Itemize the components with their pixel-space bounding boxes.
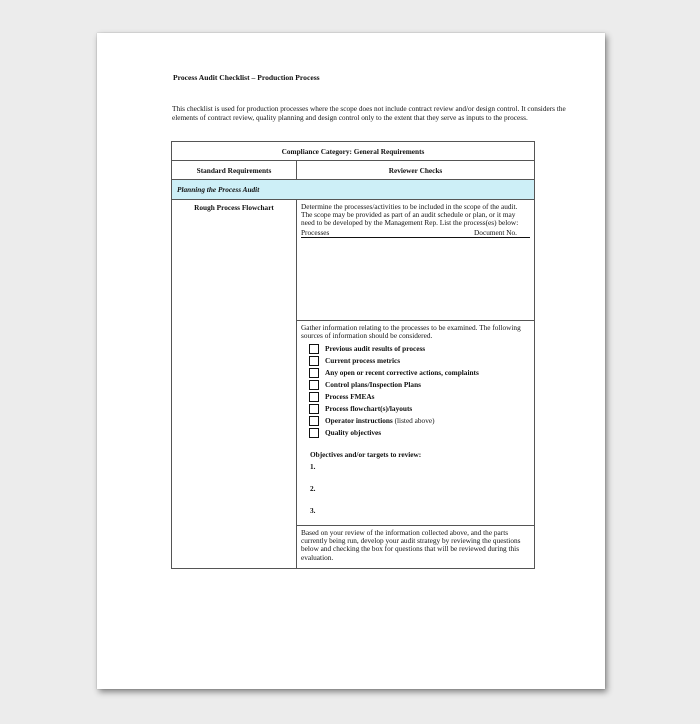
objectives-label: Objectives and/or targets to review: [310,450,422,460]
section-planning-header: Planning the Process Audit [172,180,535,200]
requirement-rough-process-flowchart: Rough Process Flowchart [172,200,297,569]
list-item: Process flowchart(s)/layouts [309,403,530,415]
check3-text: Based on your review of the information collected above, and the parts currently being run, develop your audit strategy by reviewing the questions below and checking the box for questions that will be reviewed during this evaluation. [301,528,521,562]
list-item: Any open or recent corrective actions, complaints [309,367,530,379]
checkbox[interactable] [309,428,319,438]
document-title: Process Audit Checklist – Production Process [173,73,320,82]
checkbox[interactable] [309,380,319,390]
objective-number-2: 2. [310,483,316,493]
listed-above-note: (listed above) [394,416,435,426]
information-sources-list [309,343,530,439]
checkbox[interactable] [309,404,319,414]
checkbox[interactable] [309,356,319,366]
check1-text: Determine the processes/activities to be included in the scope of the audit. The scope may be provided as part of an audit schedule or plan, or it may need to be developed by the Management Rep. List the process(es) below: [301,202,519,228]
document-no-column-label: Document No. [474,227,517,237]
checkbox[interactable] [309,392,319,402]
document-page [97,33,605,689]
processes-column-label: Processes [301,227,330,237]
list-item: Previous audit results of process [309,343,530,355]
list-item: Operator instructions (listed above) [309,415,530,427]
list-item: Process FMEAs [309,391,530,403]
check-determine-processes [297,200,535,321]
checkbox[interactable] [309,416,319,426]
reviewer-checks-header: Reviewer Checks [297,161,535,180]
objective-number-3: 3. [310,506,316,516]
compliance-category-header: Compliance Category: General Requirements [172,142,535,161]
list-item: Control plans/Inspection Plans [309,379,530,391]
checkbox[interactable] [309,368,319,378]
process-list-header [301,229,530,238]
standard-requirements-header: Standard Requirements [172,161,297,180]
intro-paragraph: This checklist is used for production processes where the scope does not include contract review and/or design control. It considers the elements of contract review, quality planning and design control only to the extent that they serve as inputs to the process. [172,104,566,123]
check2-text: Gather information relating to the processes to be examined. The following sources of information should be considered. [301,323,521,341]
audit-table [171,141,535,569]
list-item: Quality objectives [309,427,530,439]
checkbox[interactable] [309,344,319,354]
check-develop-strategy [297,526,535,569]
objective-number-1: 1. [310,461,316,471]
check-gather-information [297,321,535,526]
list-item: Current process metrics [309,355,530,367]
